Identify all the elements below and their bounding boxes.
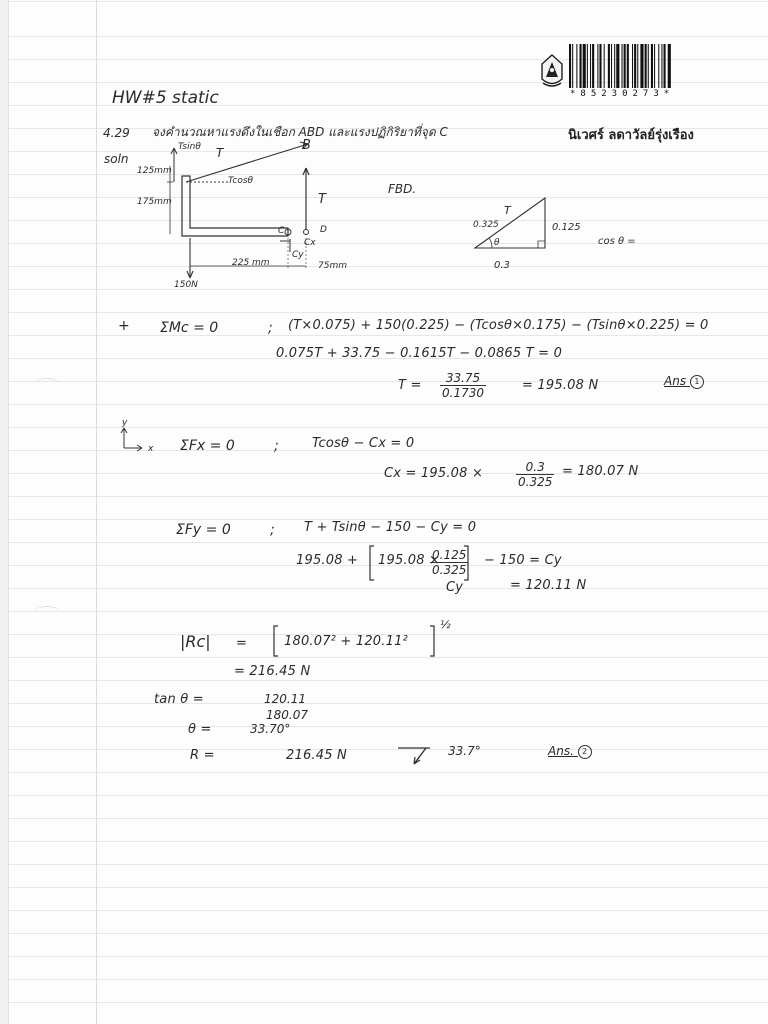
cx-denominator: 0.325 [518, 475, 553, 489]
fx-label: ΣFx = 0 [180, 438, 235, 454]
barcode-bar [654, 44, 655, 88]
fy-semicolon: ; [270, 522, 275, 538]
cx-fraction [516, 460, 554, 489]
cx-lhs: Cx = 195.08 × [384, 466, 484, 481]
semicolon: ; [268, 320, 273, 336]
answer-1-number: 1 [690, 375, 704, 389]
barcode-bar [611, 44, 612, 88]
theta-label: θ = [188, 722, 212, 737]
barcode-bar [632, 44, 633, 88]
dim-125mm: 125mm [137, 166, 172, 176]
barcode-bar [590, 44, 591, 88]
t-fraction [440, 371, 486, 400]
barcode-bar [614, 44, 615, 88]
rc-exponent: ½ [440, 618, 451, 631]
r-label: R = [190, 748, 215, 763]
tan-numerator: 120.11 [264, 692, 306, 706]
barcode-bar [583, 44, 586, 88]
barcode-bar [608, 44, 610, 88]
cos-note: cos θ = [598, 236, 636, 247]
barcode-bar [597, 44, 598, 88]
dim-225mm: 225 mm [232, 258, 270, 268]
moment-equation: (T×0.075) + 150(0.225) − (Tcosθ×0.175) − (Tsinθ×0.225) = 0 [288, 318, 709, 333]
problem-statement: จงคำนวณหาแรงดึงในเชือก ABD และแรงปฏิกิริยาที่จุด C [152, 125, 448, 139]
barcode-bar [576, 44, 577, 88]
fy-equation: T + Tsinθ − 150 − Cy = 0 [304, 520, 477, 535]
barcode-bar [668, 44, 671, 88]
label-t-vertical: T [318, 192, 326, 207]
label-point-d: D [320, 225, 327, 235]
cx-result: = 180.07 N [562, 464, 639, 479]
rc-result: = 216.45 N [234, 664, 311, 679]
axis-x-label: x [148, 444, 154, 454]
barcode-bar [622, 44, 623, 88]
dim-175mm: 175mm [137, 197, 172, 207]
student-barcode [568, 44, 712, 88]
barcode-bar [645, 44, 647, 88]
fx-equation: Tcosθ − Cx = 0 [312, 436, 415, 451]
t-numerator: 33.75 [440, 371, 486, 386]
rc-expression: 180.07² + 120.11² [284, 634, 408, 649]
answer-1 [664, 374, 704, 389]
barcode-bar [587, 44, 588, 88]
fbd-label: FBD. [388, 182, 417, 196]
barcode-bar [648, 44, 649, 88]
fy-denominator: 0.325 [432, 563, 467, 577]
label-tsin: Tsinθ [178, 142, 201, 152]
student-name: นิเวศร์ ลดาวัลย์รุ่งเรือง [568, 128, 694, 143]
binder-hole [34, 378, 60, 391]
rc-equals: = [236, 636, 248, 651]
cy-result: = 120.11 N [510, 578, 587, 593]
label-point-b: B [302, 138, 311, 153]
fy-cy-label: Cy [446, 580, 464, 595]
triangle-t-label: T [504, 204, 511, 217]
rc-label: |Rc| [180, 632, 211, 651]
barcode-bar [624, 44, 626, 88]
r-angle: 33.7° [448, 744, 481, 758]
binder-hole [34, 606, 60, 619]
problem-number: 4.29 [103, 126, 130, 140]
barcode-bar [616, 44, 619, 88]
label-tcos: Tcosθ [228, 176, 254, 186]
tan-label: tan θ = [154, 692, 204, 707]
moment-equation-simplified: 0.075T + 33.75 − 0.1615T − 0.0865 T = 0 [276, 346, 563, 361]
answer-2-number: 2 [578, 745, 592, 759]
label-point-c: C [278, 226, 285, 236]
fy-fraction [430, 548, 468, 577]
barcode-bar [661, 44, 662, 88]
theta-value: 33.70° [250, 722, 291, 736]
axes-icon [118, 424, 148, 454]
barcode-bar [580, 44, 582, 88]
tan-denominator: 180.07 [266, 708, 308, 722]
barcode-digits: *85230273* [570, 89, 675, 99]
barcode-bar [627, 44, 629, 88]
dim-75mm: 75mm [318, 261, 347, 271]
t-denominator: 0.1730 [442, 386, 484, 400]
triangle-angle: θ [494, 238, 500, 248]
barcode-bar [604, 44, 605, 88]
r-value: 216.45 N [286, 748, 347, 763]
resultant-direction-icon [396, 744, 436, 768]
triangle-base: 0.3 [494, 260, 510, 271]
axis-y-label: y [122, 418, 128, 428]
label-t-rope: T [216, 146, 224, 160]
barcode-bar [572, 44, 573, 88]
fx-semicolon: ; [274, 438, 279, 454]
university-logo [537, 52, 567, 90]
barcode-bar [637, 44, 638, 88]
barcode-bar [569, 44, 571, 88]
barcode-bar [640, 44, 643, 88]
barcode-bar [592, 44, 594, 88]
soln-label: soln [104, 152, 129, 166]
page-left-edge [0, 0, 9, 1024]
label-cx: Cx [304, 238, 316, 248]
barcode-bar [658, 44, 659, 88]
fy-label: ΣFy = 0 [176, 522, 231, 538]
fy-sub-c: − 150 = Cy [484, 553, 562, 568]
barcode-bar [599, 44, 601, 88]
homework-title: HW#5 static [112, 88, 219, 108]
barcode-bar [664, 44, 666, 88]
moment-label: ΣMc = 0 [160, 320, 219, 336]
fy-sub-a: 195.08 + [296, 553, 359, 568]
answer-2 [548, 744, 592, 759]
barcode-bar [634, 44, 636, 88]
fy-sub-b: 195.08 × [378, 553, 441, 568]
margin-line [96, 0, 97, 1024]
moment-sign: + [118, 318, 130, 334]
answer-2-label: Ans. [548, 744, 574, 758]
fy-numerator: 0.125 [432, 548, 467, 562]
triangle-hypotenuse: 0.325 [473, 220, 499, 230]
answer-1-label: Ans [664, 374, 687, 388]
barcode-bar [651, 44, 653, 88]
triangle-vertical: 0.125 [552, 222, 581, 233]
t-lhs: T = [398, 378, 422, 393]
label-load: 150N [174, 280, 198, 290]
label-cy: Cy [292, 250, 304, 260]
t-result: = 195.08 N [522, 378, 599, 393]
cx-numerator: 0.3 [516, 460, 554, 475]
